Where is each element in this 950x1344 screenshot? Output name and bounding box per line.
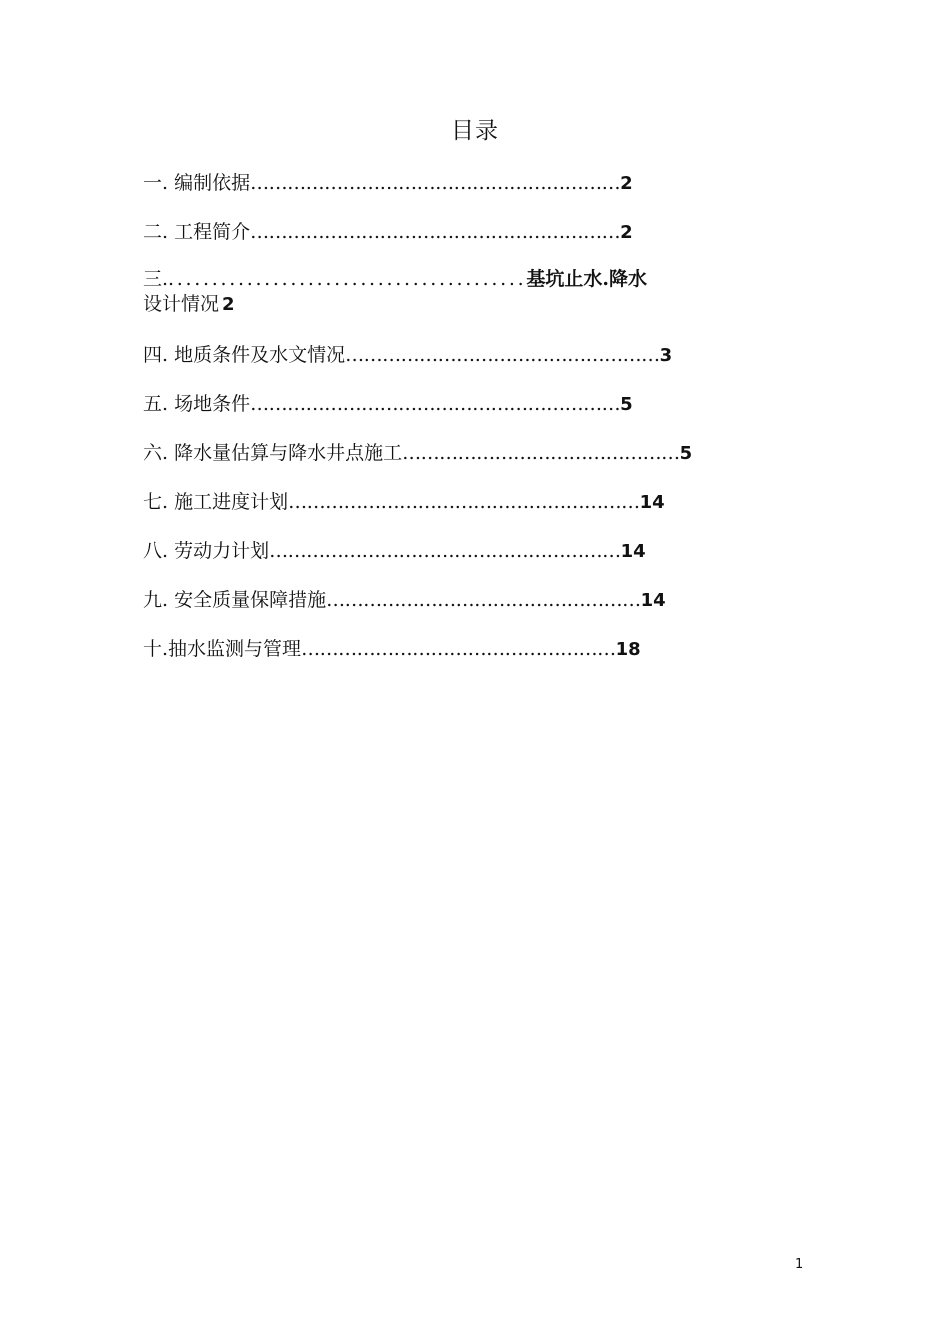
toc-entry-text: 场地条件 — [174, 393, 251, 415]
toc-entry-page: 3 — [659, 345, 673, 366]
toc-entry-leader: ………………………………………………… — [269, 540, 621, 562]
toc-entry-text: 施工进度计划 — [174, 491, 289, 513]
toc-entry-page: 14 — [620, 541, 646, 562]
toc-entry-6[interactable] — [143, 440, 692, 467]
toc-entry-leader: …………………………………………… — [345, 344, 660, 366]
page-number: 1 — [795, 1257, 804, 1272]
toc-entry-3[interactable] — [143, 267, 647, 317]
toc-entry-text: 工程简介 — [174, 221, 251, 243]
toc-entry-number: 五. — [143, 393, 169, 415]
toc-entry-text: 降水量估算与降水井点施工 — [174, 442, 403, 464]
toc-entry-number: 二. — [143, 221, 169, 243]
toc-entry-leader: …………………………………………………… — [250, 393, 621, 415]
toc-entry-number: 十. — [143, 638, 169, 660]
toc-entry-text: 地质条件及水文情况 — [174, 344, 346, 366]
toc-entry-5[interactable] — [143, 391, 633, 418]
toc-entry-text: 安全质量保障措施 — [174, 589, 327, 611]
toc-entry-text-part2: 设计情况 — [143, 293, 220, 315]
toc-entry-page: 2 — [620, 173, 633, 194]
toc-entry-leader: …………………………………………………… — [250, 221, 621, 243]
toc-entry-2[interactable] — [143, 219, 633, 246]
toc-entry-text: 编制依据 — [174, 172, 251, 194]
toc-title: 目录 — [451, 118, 499, 144]
toc-entry-leader: ……………………………………… — [402, 442, 680, 464]
toc-entry-number: 三. — [143, 268, 169, 290]
toc-entry-page: 14 — [639, 492, 665, 513]
toc-entry-page: 18 — [615, 639, 641, 660]
toc-entry-text: 抽水监测与管理 — [168, 638, 302, 660]
toc-entry-leader: …………………………………………… — [326, 589, 641, 611]
toc-entry-number: 四. — [143, 344, 169, 366]
toc-entry-number: 一. — [143, 172, 169, 194]
toc-entry-number: 七. — [143, 491, 169, 513]
toc-entry-number: 六. — [143, 442, 169, 464]
toc-entry-text: 劳动力计划 — [174, 540, 270, 562]
toc-entry-page: 5 — [679, 443, 693, 464]
toc-entry-4[interactable] — [143, 342, 672, 369]
toc-entry-page: 2 — [222, 294, 235, 315]
toc-entry-1[interactable] — [143, 170, 633, 197]
toc-entry-page: 5 — [620, 394, 633, 415]
toc-entry-page: 14 — [640, 590, 666, 611]
toc-entry-text-part1: 基坑止水.降水 — [526, 268, 647, 290]
toc-entry-9[interactable] — [143, 587, 666, 614]
toc-entry-7[interactable] — [143, 489, 665, 516]
toc-entry-page: 2 — [620, 222, 633, 243]
toc-entry-8[interactable] — [143, 538, 646, 565]
toc-entry-leader: ………………………………………………… — [288, 491, 640, 513]
toc-entry-leader: ......................................... — [168, 268, 527, 290]
toc-entry-10[interactable] — [143, 636, 641, 663]
toc-entry-number: 八. — [143, 540, 169, 562]
toc-entry-leader: …………………………………………………… — [250, 172, 621, 194]
toc-entry-leader: …………………………………………… — [301, 638, 616, 660]
toc-entry-number: 九. — [143, 589, 169, 611]
